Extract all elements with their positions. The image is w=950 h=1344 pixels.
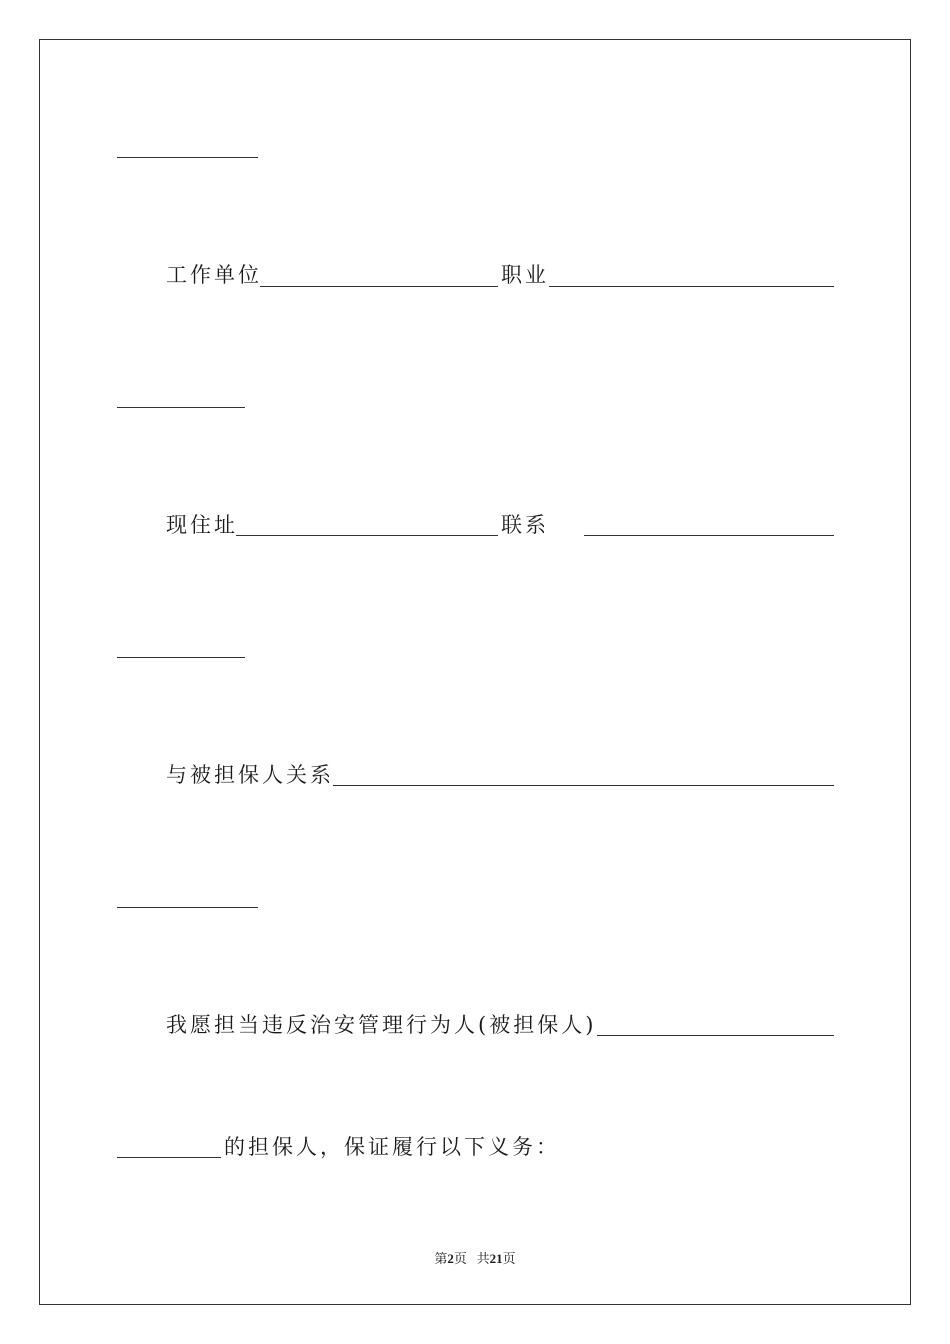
address-blank[interactable] bbox=[236, 535, 498, 536]
occupation-label-wrap bbox=[501, 262, 549, 288]
occupation-blank[interactable] bbox=[549, 286, 834, 287]
occupation-label: 职业 bbox=[501, 263, 549, 287]
statement-line-1 bbox=[166, 1012, 596, 1038]
address-label: 现住址 bbox=[166, 513, 238, 537]
blank-line[interactable] bbox=[117, 407, 245, 408]
relation-row bbox=[166, 762, 334, 788]
page-prefix: 第 bbox=[434, 1251, 448, 1266]
work-unit-blank[interactable] bbox=[260, 286, 498, 287]
contact-label: 联系 bbox=[501, 513, 549, 537]
page-footer bbox=[0, 1248, 950, 1267]
total-unit: 页 bbox=[502, 1251, 516, 1266]
page-total: 21 bbox=[489, 1251, 503, 1266]
page-border bbox=[39, 39, 911, 1305]
contact-label-wrap bbox=[501, 512, 549, 538]
contact-blank[interactable] bbox=[584, 535, 834, 536]
guarantee-name-blank[interactable] bbox=[597, 1035, 834, 1036]
blank-line[interactable] bbox=[117, 157, 258, 158]
statement-part1: 我愿担当违反治安管理行为人(被担保人) bbox=[166, 1013, 597, 1037]
statement-line-2 bbox=[224, 1134, 560, 1160]
page-unit: 页 bbox=[453, 1251, 467, 1266]
statement-part2: 的担保人，保证履行以下义务： bbox=[224, 1135, 560, 1159]
address-row bbox=[166, 512, 238, 538]
page-current: 2 bbox=[447, 1251, 454, 1266]
work-unit-row bbox=[166, 262, 262, 288]
relation-blank[interactable] bbox=[333, 785, 834, 786]
name-blank[interactable] bbox=[117, 1157, 221, 1158]
work-unit-label: 工作单位 bbox=[166, 263, 262, 287]
relation-label: 与被担保人关系 bbox=[166, 763, 334, 787]
total-prefix: 共 bbox=[476, 1251, 490, 1266]
blank-line[interactable] bbox=[117, 657, 245, 658]
blank-line[interactable] bbox=[117, 907, 258, 908]
